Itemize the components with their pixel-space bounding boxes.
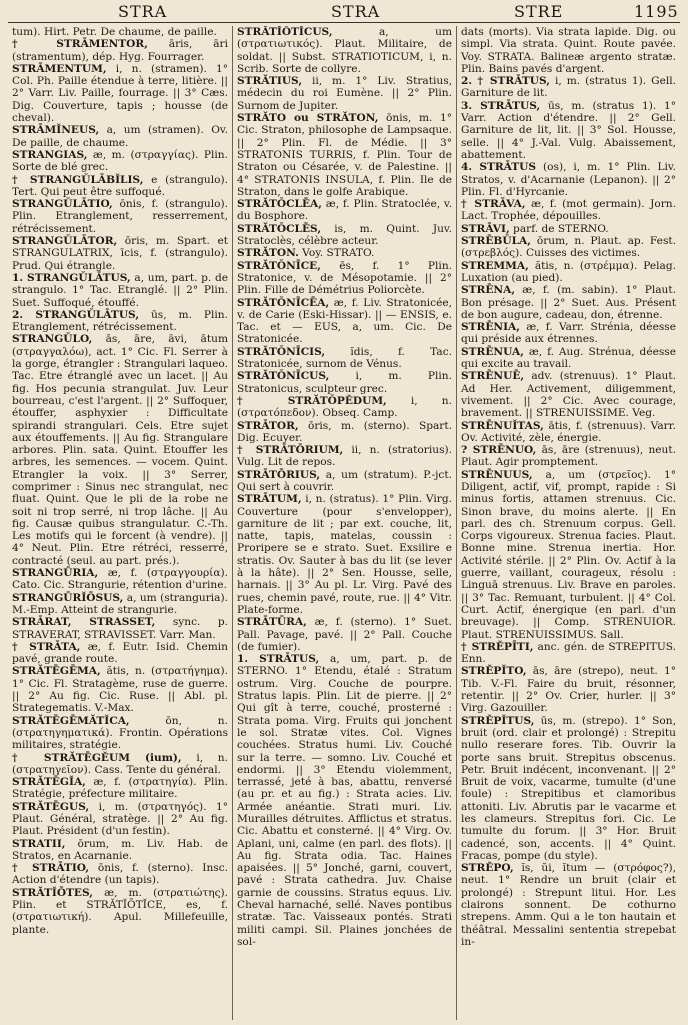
dictionary-entry [12, 616, 228, 641]
dictionary-entry [12, 641, 228, 666]
dictionary-entry [461, 260, 676, 285]
entry-headword: † STRĀMENTOR, [12, 38, 148, 51]
dictionary-entry [12, 752, 228, 777]
dictionary-entry [237, 444, 452, 469]
entry-headword: STRĂTŎNĪCĒA, [237, 296, 330, 309]
entry-headword: 1. STRANGŬLĀTUS, [12, 271, 131, 284]
dictionary-entry [12, 801, 228, 838]
dictionary-entry [12, 198, 228, 235]
entry-headword: STRĀTŌRIUS, [237, 468, 321, 481]
entry-definition: æ, f. Aug. Strénua, déesse qui excite au travail. [461, 345, 676, 371]
entry-definition: a, um (στρατιωτικός). Plaut. Militaire, de soldat. || Subst. STRATIOTICUM, i, n. Scrib. Sorte de collyre. [237, 26, 452, 75]
entry-definition: ūs, m. (strepo). 1° Son, bruit (ord. clair et prolongé) : Strepitu nullo reserare fores. Tib. Ouvrir la porte sans bruit. Strepitus obscenus. Petr. Bruit indécent, inconvenant. || 2° Bruit de voix, vacarme, tumulte (d'une foule) : Strepitibus et clamoribus attoniti. Liv. Abrutis par le vacarme et les clameurs. Strepitus fori. Cic. Le tumulte du forum. || 3° Hor. Bruit cadencé, son, accents. || 4° Quint. Fracas, pompe (du style). [461, 714, 676, 862]
entry-headword: STRĂTĒGĬA, [12, 776, 86, 789]
dictionary-entry [12, 592, 228, 617]
entry-definition: i, m. (stratus 1). Gell. Garniture de lit. [461, 75, 676, 100]
entry-headword: † STRANGŬLĀBĬLIS, [12, 173, 144, 186]
dictionary-entry [12, 862, 228, 887]
dictionary-entry [237, 297, 452, 346]
entry-headword: STREMMA, [461, 259, 529, 272]
dictionary-entry [237, 395, 452, 420]
entry-headword: 2. † STRĀTUS, [461, 75, 550, 88]
entry-definition: ătis, n. (στρατήγημα). 1° Cic. Fl. Stratagème, ruse de guerre. || 2° Au fig. Cic. Ruse. || Abl. pl. Strategematis. V.-Max. [12, 665, 228, 715]
dictionary-entry [12, 715, 228, 752]
entry-definition: i, m. (στρατηγός). 1° Plaut. Général, stratège. || 2° Au fig. Plaut. Président (d'un festin). [12, 800, 229, 838]
dictionary-entry [12, 567, 228, 592]
entry-definition: ūs, m. Plin. Etranglement, rétrécissement. [12, 308, 229, 334]
entry-headword: STRATII, [12, 837, 66, 850]
header-rule [8, 22, 680, 23]
dictionary-entry [12, 63, 228, 124]
dictionary-entry [461, 665, 676, 714]
dictionary-entry [237, 260, 452, 297]
entry-definition: ēs, f. 1° Plin. Stratonice, v. de Mésopotamie. || 2° Plin. Fille de Démétrius Poliorcète. [237, 259, 453, 297]
dictionary-entry [237, 616, 452, 653]
entry-headword: STRĒNUA, [461, 345, 524, 358]
entry-headword: 2. STRANGŬLĀTUS, [12, 308, 140, 321]
dictionary-entry [461, 715, 676, 863]
entry-headword: STRĂTO ou STRĂTON, [237, 112, 379, 125]
entry-definition: æ, m. (στραγγίας). Plin. Sorte de blé grec. [12, 148, 228, 174]
dictionary-entry [12, 38, 228, 63]
entry-headword: STRĀMĬNEUS, [12, 124, 100, 137]
entry-headword: STRĔPĬTO, [461, 665, 527, 678]
dictionary-entry [237, 75, 452, 112]
entry-definition: a, um (stratum). P.-jct. Qui sert à couvrir. [237, 468, 452, 493]
entry-definition: æ, f. Plin. Stratoclée, v. du Bosphore. [237, 198, 452, 223]
entry-definition: i, n. (στρατόπεδον). Obseq. Camp. [237, 394, 452, 420]
entry-definition: anc. gén. de STREPITUS. Enn. [461, 640, 677, 666]
dictionary-entry [237, 112, 452, 198]
entry-headword: STRĒNA, [461, 284, 516, 297]
header-right-guideword: STRE [514, 2, 564, 21]
dictionary-entry [237, 493, 452, 616]
dictionary-entry [12, 174, 228, 199]
entry-definition: æ, f. (sterno). 1° Suet. Pall. Pavage, pavé. || 2° Pall. Couche (de fumier). [237, 616, 453, 653]
entry-headword: 4. STRĀTUS [461, 161, 537, 174]
entry-headword: STRĂTŎCLĒA, [237, 198, 322, 211]
column-1 [8, 26, 232, 1020]
entry-headword: STRĂTŎCLĒS, [237, 222, 322, 235]
page-number: 1195 [634, 2, 679, 21]
entry-headword: STRĂTĒGĒMA, [12, 665, 101, 678]
dictionary-entry [461, 284, 676, 321]
entry-headword: STRĔPO, [461, 862, 514, 875]
entry-definition: ās, āre, āvi, ātum (στραγγαλόω), act. 1° Cic. Fl. Serrer à la gorge, étrangler : Strangulari laqueo. Tac. Etre étranglé avec un lacet. || Au fig. Hos pecunia strangulat. Juv. Leur bourreau, c'est l'argent. || 2° Suffoquer, étouffer, asphyxier : Difficultate spirandi strangulari. Cels. Etre sujet aux étouffements. || Au fig. Strangulare arbores. Plin. sata. Quint. Etouffer les arbres, les semences. — vocem. Quint. Etrangler la voix. || 3° Serrer, comprimer : Sinus nec strangulat, nec fluat. Quint. Que le pli de la robe ne soit ni trop serré, ni trop lâche. || Au fig. Causæ quibus strangulatur. C.-Th. Les motifs qui le forcent (à vendre). || 4° Neut. Plin. Etre rétréci, resserré, contracté (seul. au part. prés.). [12, 333, 228, 567]
entry-definition: ōn, n. (στρατηγηματικά). Frontin. Opérations militaires, stratégie. [12, 714, 228, 752]
entry-definition: ii, n. (stratorius). Vulg. Lit de repos. [237, 444, 453, 469]
entry-definition: ĭs, ŭi, ĭtum — (στρόφος?), neut. 1° Rendre un bruit (clair et prolongé) : Strepunt litui. Hor. Les clairons sonnent. De cothurno strepens. Amm. Qui a le ton hautain et théâtral. Messalini sententia strepebat in- [461, 862, 677, 948]
dictionary-entry [237, 370, 452, 395]
dictionary-entry [461, 161, 676, 198]
dictionary-entry [12, 665, 228, 714]
entry-definition: a, um, part. p. de STERNO. 1° Etendu, étalé : Stratum ostrum. Virg. Couche de pourpre. Stratus lapis. Plin. Lit de pierre. || 2° Qui gît à terre, couché, prosterné : Strata poma. Virg. Fruits qui jonchent le sol. Stratæ vites. Col. Vignes couchées. Stratus humi. Liv. Couché sur la terre. — somno. Liv. Couché et endormi. || 3° Etendu violemment, terrassé, jeté à bas, abattu, renversé (au pr. et au fig.) : Strata acies. Liv. Armée anéantie. Strati muri. Liv. Murailles détruites. Afflictus et stratus. Cic. Abattu et consterné. || 4° Virg. Ov. Aplani, uni, calme (en parl. des flots). || Au fig. Strata odia. Tac. Haines apaisées. || 5° Jonché, garni, couvert, pavé : Strata cathedra. Juv. Chaise garnie de coussins. Stratus equus. Liv. Cheval harnaché, sellé. Naves pontibus stratæ. Tac. Vaisseaux pontés. Strati militi campi. Sil. Plaines jonchées de sol- [237, 653, 452, 948]
dictionary-entry [461, 223, 676, 235]
dictionary-entry [461, 370, 676, 419]
entry-headword: STRĒNIA, [461, 321, 520, 334]
entry-definition: ās, āre (strepo), neut. 1° Tib. V.-Fl. Faire du bruit, résonner, retentir. || 2° Ov. Crier, hurler. || 3° Virg. Gazouiller. [461, 665, 676, 715]
entry-definition: (os), i, m. 1° Plin. Liv. Stratos, v. d'Acarnanie (Lepanon). || 2° Plin. Fl. d'Hyrcanie. [461, 161, 677, 198]
entry-headword: † STRĀTIO, [12, 862, 90, 875]
dictionary-entry [12, 887, 228, 936]
dictionary-entry [237, 420, 452, 445]
entry-headword: STRĂTĒGĒMĂTĬCA, [12, 714, 130, 727]
dictionary-entry [461, 444, 676, 469]
entry-headword: STRĂTĒGUS, [12, 800, 90, 813]
entry-headword: STRĒNUĬTAS, [461, 419, 544, 432]
dictionary-entry [237, 653, 452, 948]
entry-headword: 1. STRĀTUS, [237, 653, 320, 666]
entry-headword: STRĀTOR, [237, 419, 299, 432]
dictionary-entry [12, 235, 228, 272]
entry-definition: a, um (stramen). Ov. De paille, de chaume. [12, 124, 228, 149]
entry-definition: ōrum, m. Liv. Hab. de Stratos, en Acarnanie. [12, 837, 228, 862]
entry-headword: STRANGŬLĀTOR, [12, 235, 118, 248]
entry-definition: adv. (strenuus). 1° Plaut. Ad Her. Activement, diligemment, vivement. || 2° Cic. Avec courage, bravement. || STRENUISSIME. Veg. [461, 370, 676, 420]
entry-headword: STRĂTĬŌTĬCUS, [237, 26, 333, 38]
entry-headword: † STRĂTĒGĔUM (ium), [12, 751, 182, 764]
entry-definition: parf. de STERNO. [513, 222, 609, 235]
header-left-guideword: STRA [118, 2, 168, 21]
entry-definition: e (strangulo). Tert. Qui peut être suffoqué. [12, 173, 228, 198]
entry-headword: STRANGŪRIA, [12, 567, 99, 580]
entry-headword: † STRĀVA, [461, 198, 526, 211]
dictionary-entry [461, 75, 676, 100]
entry-headword: STRĂTŎNĪCUS, [237, 370, 330, 383]
dictionary-entry [237, 198, 452, 223]
entry-definition: ōnis, f. (strangulo). Plin. Etranglement, resserrement, rétrécissement. [12, 198, 228, 235]
entry-headword: STRANGŪRĬŌSUS, [12, 591, 124, 604]
entry-headword: STRĔPĬTUS, [461, 714, 535, 727]
column-2 [232, 26, 456, 1020]
entry-headword: † STRĔPĪTI, [461, 640, 534, 653]
entry-headword: STRĂTŎNĪCE, [237, 259, 321, 272]
entry-definition: dats (morts). Via strata lapide. Dig. ou simpl. Via strata. Quint. Route pavée. Voy. STRATA. Balineæ argento stratæ. Plin. Bains pavés d'argent. [461, 26, 676, 75]
dictionary-entry [461, 321, 676, 346]
entry-definition: æ, f. (στρατηγία). Plin. Stratégie, préfecture militaire. [12, 776, 228, 801]
entry-headword: 3. STRĀTUS, [461, 99, 541, 112]
entry-definition: æ, f. (mot germain). Jorn. Lact. Trophée, dépouilles. [461, 198, 676, 223]
columns [8, 26, 680, 1020]
entry-headword: STRĀTŪRA, [237, 616, 307, 629]
entry-definition: ōris, m. (sterno). Spart. Dig. Ecuyer. [237, 419, 452, 444]
entry-definition: ii, m. 1° Liv. Stratius, médecin du roi Eumène. || 2° Plin. Surnom de Jupiter. [237, 75, 453, 112]
entry-definition: āris, āri (stramentum), dép. Hyg. Fourrager. [12, 38, 228, 63]
entry-definition: ūs, m. (stratus 1). 1° Varr. Action d'étendre. || 2° Gell. Garniture de lit, lit. || 3° Sol. Housse, selle. || 4° J.-Val. Vulg. Abaissement, abattement. [461, 99, 677, 161]
entry-headword: STRANGŬLO, [12, 333, 93, 346]
entry-headword: STRĀRAT, STRASSET, [12, 616, 156, 629]
dictionary-entry [12, 26, 228, 38]
entry-definition: a, um, part. p. de strangulo. 1° Tac. Etranglé. || 2° Plin. Suet. Suffoqué, étouffé. [12, 271, 228, 309]
entry-headword: STRĀMENTUM, [12, 62, 107, 75]
dictionary-entry [237, 223, 452, 248]
entry-definition: æ, f. (m. sabin). 1° Plaut. Bon présage. || 2° Suet. Aus. Présent de bon augure, cadeau, don, étrenne. [461, 284, 676, 321]
dictionary-entry [237, 26, 452, 75]
dictionary-entry [12, 309, 228, 334]
entry-headword: STRĂTŎNĪCIS, [237, 345, 326, 358]
dictionary-entry [12, 272, 228, 309]
entry-headword: STRĀVI, [461, 222, 510, 235]
entry-definition: tum). Hirt. Petr. De chaume, de paille. [12, 26, 217, 38]
dictionary-entry [12, 838, 228, 863]
header-center-guideword: STRA [331, 2, 381, 21]
entry-definition: æ, f. (στραγγουρία). Cato. Cic. Strangurie, rétention d'urine. [12, 567, 228, 592]
entry-definition: ōrum, n. Plaut. ap. Fest. (στρεβλός). Cuisses des victimes. [461, 235, 677, 260]
entry-definition: i, n. (στρατηγεῖον). Cass. Tente du général. [12, 751, 228, 776]
entry-definition: Voy. STRATO. [302, 247, 375, 260]
entry-definition: i, n. (stratus). 1° Plin. Virg. Couverture (pour s'envelopper), garniture de lit ; par ext. couche, lit, natte, tapis, matelas, coussin : Proripere se e strato. Suet. Exsilire e stratis. Ov. Sauter à bas du lit (se lever à la hâte). || 2° Sen. Housse, selle, harnais. || 3° Au pl. Lr. Virg. Pavé des rues, chemin pavé, route, rue. || 4° Vitr. Plate-forme. [237, 493, 452, 616]
entry-definition: is, m. Quint. Juv. Stratoclès, célèbre acteur. [237, 222, 452, 248]
entry-headword: † STRĂTŎPĔDUM, [237, 394, 387, 407]
dictionary-entry [461, 469, 676, 641]
entry-definition: ōnis, f. (sterno). Insc. Action d'étendre (un tapis). [12, 862, 229, 887]
entry-definition: æ, f. Liv. Stratonicée, v. de Carie (Eski-Hissar). || — ENSIS, e. Tac. et — EUS, a, um. Cic. De Stratonicée. [237, 296, 453, 346]
entry-headword: STRANGIAS, [12, 148, 88, 161]
dictionary-entry [461, 26, 676, 75]
dictionary-entry [461, 641, 676, 666]
entry-headword: STRĀTUM, [237, 493, 302, 506]
entry-headword: STRĂTON. [237, 247, 299, 260]
dictionary-entry [12, 124, 228, 149]
entry-definition: ōris, m. Spart. et STRANGULATRIX, īcis, f. (strangulo). Prud. Qui étrangle. [12, 235, 228, 272]
entry-definition: æ, m. (στρατιώτης). Plin. et STRĂTĬŌTĬCE, es, f. (στρατιωτική). Apul. Millefeuille, plante. [12, 886, 229, 936]
dictionary-entry [12, 333, 228, 567]
dictionary-entry [461, 100, 676, 161]
dictionary-entry [461, 235, 676, 260]
dictionary-entry [237, 247, 452, 259]
entry-headword: † STRĀTA, [12, 640, 81, 653]
dictionary-entry [12, 149, 228, 174]
entry-definition: sync. p. STRAVERAT, STRAVISSET. Varr. Man. [12, 616, 229, 641]
page-header [8, 2, 680, 24]
dictionary-entry [461, 346, 676, 371]
dictionary-entry [237, 469, 452, 494]
entry-definition: æ, f. Varr. Strénia, déesse qui préside aux étrennes. [461, 321, 676, 346]
entry-headword: STRĒNUĒ, [461, 370, 525, 383]
dictionary-entry [237, 346, 452, 371]
entry-headword: STRANGŬLĀTIO, [12, 198, 113, 211]
dictionary-entry [461, 420, 676, 445]
entry-definition: a, um (stranguria). M.-Emp. Atteint de strangurie. [12, 591, 228, 616]
entry-definition: i, m. Plin. Stratonicus, sculpteur grec. [237, 370, 452, 395]
entry-definition: ōnis, m. 1° Cic. Straton, philosophe de Lampsaque. || 2° Plin. Fl. de Médie. || 3° STRATONIS TURRIS, f. Plin. Tour de Straton ou Césarée, v. de Palestine. || 4° STRATONIS INSULA, f. Plin. Ile de Straton, dans le golfe Arabique. [237, 112, 452, 198]
dictionary-entry [461, 198, 676, 223]
entry-definition: ĭdis, f. Tac. Stratonicée, surnom de Vénus. [237, 345, 452, 371]
dictionary-entry [12, 776, 228, 801]
entry-definition: æ, f. Eutr. Isid. Chemin pavé, grande route. [12, 640, 228, 666]
entry-headword: STRĒNUUS, [461, 468, 533, 481]
entry-headword: STRĒBŬLA, [461, 235, 531, 248]
entry-headword: ? STRĒNUO, [461, 444, 537, 457]
entry-headword: STRĂTĬŌTES, [12, 886, 93, 899]
entry-definition: ătis, n. (στρέμμα). Pelag. Luxation (au pied). [461, 259, 676, 284]
entry-headword: † STRĀTŌRIUM, [237, 444, 344, 457]
entry-definition: i, n. (stramen). 1° Col. Ph. Paille étendue à terre, litière. || 2° Varr. Liv. Paille, fourrage. || 3° Cæs. Dig. Couverture, tapis ; housse (de cheval). [12, 62, 229, 125]
entry-definition: ās, āre (strenuus), neut. Plaut. Agir promptement. [461, 444, 677, 469]
entry-definition: ātis, f. (strenuus). Varr. Ov. Activité, zèle, énergie. [461, 419, 677, 444]
dictionary-entry [461, 862, 676, 948]
entry-definition: a, um (στρεῖος). 1° Diligent, actif, vif, prompt, rapide : Si minus fortis, attamen strenuus. Cic. Sinon brave, du moins alerte. || En parl. des ch. Strenuum corpus. Gell. Corps vigoureux. Strenua facies. Plaut. Bonne mine. Strenua inertia. Hor. Activité stérile. || 2° Plin. Ov. Actif à la guerre, vaillant, courageux, résolu : Linguā strenuus. Liv. Brave en paroles. || 3° Tac. Remuant, turbulent. || 4° Col. Curt. Actif, énergique (en parl. d'un breuvage). || Comp. STRENUIOR. Plaut. STRENUISSIMUS. Sall. [461, 468, 676, 641]
column-3 [456, 26, 680, 1020]
entry-headword: STRĂTIUS, [237, 75, 303, 88]
